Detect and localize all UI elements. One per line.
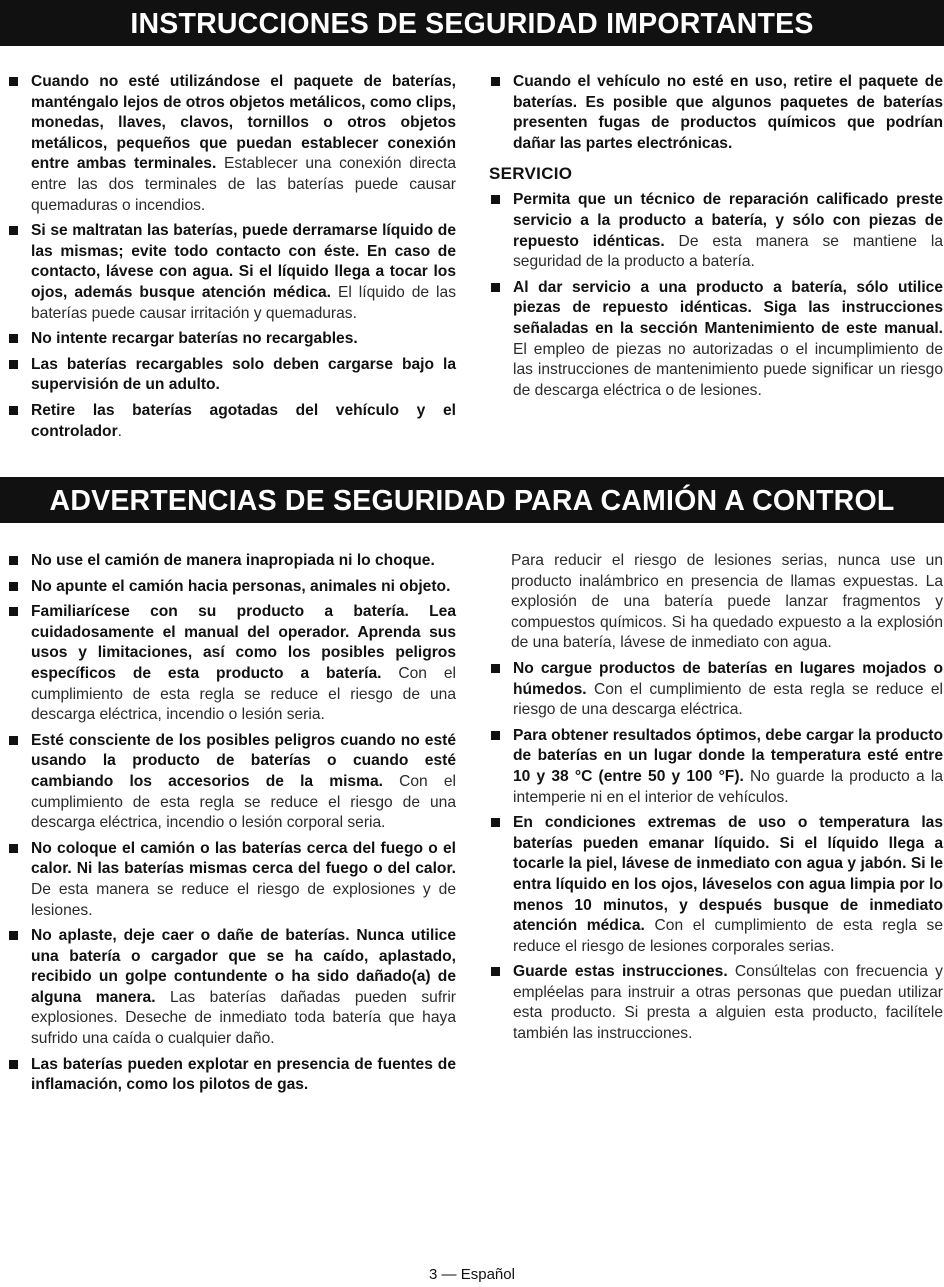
bold-text: Esté consciente de los posibles peligros cuando no esté usando la producto de baterías o cuando esté cambiando los accesorios de la misma. [31, 731, 456, 790]
normal-text: De esta manera se mantiene la seguridad de la producto a batería. [513, 232, 943, 271]
section-banner-safety-instructions: INSTRUCCIONES DE SEGURIDAD IMPORTANTES [0, 0, 944, 46]
list-item [489, 813, 943, 957]
list-item [7, 731, 456, 834]
bullet-square-icon [491, 283, 500, 292]
bold-text: Permita que un técnico de reparación calificado preste servicio a la producto a batería, y sólo con piezas de repuesto idénticas. [513, 191, 943, 250]
list-item [7, 551, 456, 572]
bold-text: Cuando no esté utilizándose el paquete de baterías, manténgalo lejos de otros objetos metálicos, como clips, monedas, llaves, clavos, tornillos o otros objetos metálicos, pequeños que puedan establecer conexión entre ambas terminales. [31, 73, 456, 173]
bullet-square-icon [9, 931, 18, 940]
normal-text: Consúltelas con frecuencia y empléelas para instruir a otras personas que puedan utilizar esta producto. Si presta a alguien esta producto, facilítele también las instrucciones. [513, 963, 943, 1043]
section-banner-rc-truck-warnings: ADVERTENCIAS DE SEGURIDAD PARA CAMIÓN A CONTROL [0, 477, 944, 523]
bullet-square-icon [9, 736, 18, 745]
bold-text: No cargue productos de baterías en lugares mojados o húmedos. [513, 659, 943, 698]
bold-text: Familiarícese con su producto a batería. Lea cuidadosamente el manual del operador. Aprenda sus usos y limitaciones, así como los posibles peligros específicos de esta producto a batería. [31, 603, 456, 682]
bold-text: No intente recargar baterías no recargables. [31, 330, 358, 348]
normal-text: No guarde la producto a la intemperie ni en el interior de vehículos. [513, 767, 943, 806]
normal-text: . [117, 422, 122, 440]
normal-text: Con el cumplimiento de esta regla se reduce el riesgo de una descarga eléctrica. [513, 680, 943, 719]
normal-text: De esta manera se reduce el riesgo de explosiones y de lesiones. [31, 880, 456, 919]
bullet-square-icon [491, 967, 500, 976]
bullet-square-icon [9, 77, 18, 86]
bullet-square-icon [491, 77, 500, 86]
bullet-square-icon [9, 1060, 18, 1069]
bold-text: No coloque el camión o las baterías cerca del fuego o el calor. Ni las baterías mismas cerca del fuego o del calor. [31, 839, 456, 878]
bold-text: No use el camión de manera inapropiada ni lo choque. [31, 552, 435, 569]
warnings-list-right [489, 659, 943, 1045]
servicio-heading: SERVICIO [489, 164, 573, 184]
list-item [7, 329, 456, 350]
list-item [7, 577, 456, 598]
normal-text: Con el cumplimiento de esta regla se reduce el riesgo de lesiones corporales serias. [513, 917, 943, 955]
bullet-square-icon [9, 556, 18, 565]
list-item [489, 726, 943, 808]
column-right-warnings [489, 551, 943, 1050]
bullet-square-icon [491, 731, 500, 740]
warnings-intro-paragraph: Para reducir el riesgo de lesiones serias, nunca use un producto inalámbrico en presencia de llamas expuestas. La explosión de una batería puede lanzar fragmentos y compuestos químicos. Si ha quedado expuesto a la explosión de una batería, lávese de inmediato con agua. [511, 552, 943, 652]
warnings-list-left [7, 551, 456, 1096]
normal-text: Con el cumplimiento de esta regla se reduce el riesgo de una descarga eléctrica, incendio o lesión seria. [31, 664, 456, 724]
column-left-safety [7, 72, 456, 447]
bullet-square-icon [491, 195, 500, 204]
list-item [7, 401, 456, 442]
normal-text: Establecer una conexión directa entre las dos terminales de las baterías puede causar quemaduras o incendios. [31, 155, 456, 214]
bullet-square-icon [491, 664, 500, 673]
list-item [7, 355, 456, 396]
bullet-square-icon [9, 334, 18, 343]
normal-text: Con el cumplimiento de esta regla se reduce el riesgo de una descarga eléctrica, incendio o lesión corporal seria. [31, 772, 456, 832]
bullet-square-icon [9, 406, 18, 415]
list-item [7, 1055, 456, 1096]
bold-text: Guarde estas instrucciones. [513, 963, 728, 981]
list-item [489, 190, 943, 272]
bold-text: En condiciones extremas de uso o temperatura las baterías pueden emanar líquido. Si el líquido llega a tocarle la piel, lávese de inmediato con agua y jabón. Si le entra líquido en los ojos, láveselos con agua limpia por lo menos 10 minutos, y después busque de inmediato atención médica. [513, 814, 943, 935]
page-footer: 3 — Español [429, 1266, 515, 1283]
safety-list-right [489, 72, 943, 154]
bold-text: Si se maltratan las baterías, puede derramarse líquido de las mismas; evite todo contacto con éste. En caso de contacto, lávese con agua. Si el líquido llega a tocar los ojos, además busque atención médica. [31, 222, 456, 301]
bullet-square-icon [9, 582, 18, 591]
bold-text: Las baterías pueden explotar en presencia de fuentes de inflamación, como los pilotos de gas. [31, 1055, 456, 1094]
bullet-square-icon [9, 226, 18, 235]
list-item [489, 72, 943, 154]
bold-text: Las baterías recargables solo deben cargarse bajo la supervisión de un adulto. [31, 355, 456, 394]
normal-text: El líquido de las baterías puede causar irritación y quemaduras. [31, 283, 456, 322]
normal-text: Las baterías dañadas pueden sufrir explosiones. Deseche de inmediato toda batería que haya sufrido una caída o cualquier daño. [31, 988, 456, 1048]
normal-text: El empleo de piezas no autorizadas o el incumplimiento de las instrucciones de mantenimiento puede significar un riesgo de descarga eléctrica o de lesiones. [513, 340, 943, 399]
bold-text: Cuando el vehículo no esté en uso, retire el paquete de baterías. Es posible que algunos paquetes de baterías presenten fugas de productos químicos que podrían dañar las partes electrónicas. [513, 73, 943, 152]
bullet-square-icon [9, 607, 18, 616]
bold-text: No apunte el camión hacia personas, animales ni objeto. [31, 577, 451, 595]
bullet-square-icon [9, 360, 18, 369]
list-item [7, 602, 456, 726]
list-item [7, 839, 456, 921]
bold-text: Para obtener resultados óptimos, debe cargar la producto de baterías en un lugar donde la temperatura esté entre 10 y 38 °C (entre 50 y 100 °F). [513, 726, 943, 785]
bold-text: Al dar servicio a una producto a batería, sólo utilice piezas de repuesto idénticas. Siga las instrucciones señaladas en la sección Mantenimiento de este manual. [513, 278, 943, 337]
column-left-warnings [7, 551, 456, 1101]
list-item [7, 72, 456, 216]
servicio-list [489, 190, 943, 401]
list-item [7, 221, 456, 324]
list-item [489, 659, 943, 721]
column-right-safety [489, 72, 943, 406]
list-item [489, 278, 943, 402]
list-item [489, 962, 943, 1044]
bullet-square-icon [9, 844, 18, 853]
safety-list-left [7, 72, 456, 442]
list-item [7, 926, 456, 1050]
bold-text: Retire las baterías agotadas del vehículo y el controlador [31, 401, 456, 440]
bold-text: No aplaste, deje caer o dañe de baterías. Nunca utilice una batería o cargador que se ha caído, aplastado, recibido un golpe contundente o ha sido dañado(a) de alguna manera. [31, 927, 456, 1006]
bullet-square-icon [491, 818, 500, 827]
